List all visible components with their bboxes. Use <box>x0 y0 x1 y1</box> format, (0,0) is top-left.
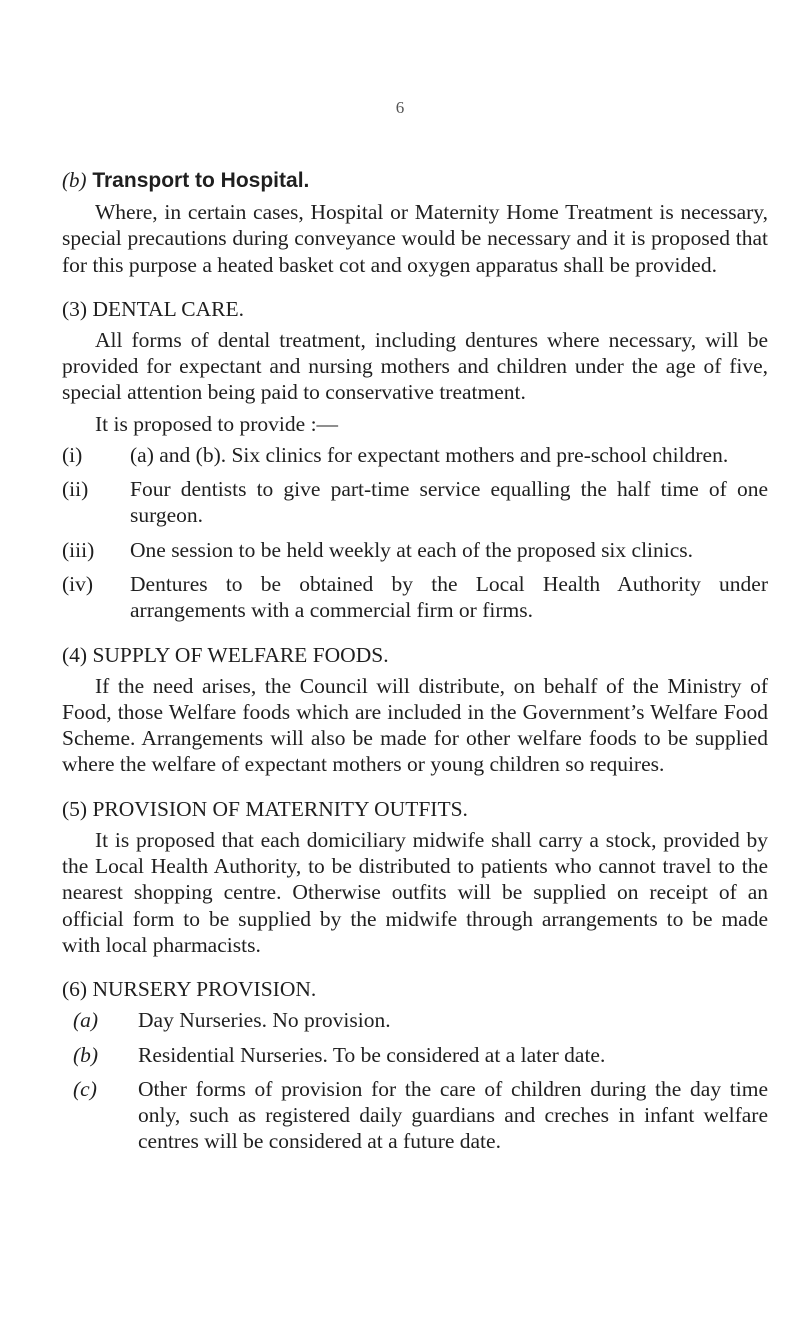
list-item-text: Other forms of provision for the care of children during the day time only, such as registered daily guardians and creches in infant welfare centres will be considered at a future date. <box>138 1076 768 1154</box>
list-item-label: (iii) <box>62 537 95 562</box>
list-item-label: (i) <box>62 442 83 467</box>
transport-subheading <box>62 164 768 197</box>
list-item-text: Dentures to be obtained by the Local Health Authority under arrangements with a commercial firm or firms. <box>130 571 768 623</box>
list-item-label: (ii) <box>62 477 89 502</box>
maternity-heading: (5) PROVISION OF MATERNITY OUTFITS. <box>62 796 468 821</box>
list-item-text: Residential Nurseries. To be considered at a later date. <box>138 1042 606 1067</box>
transport-label: (b) <box>62 168 87 192</box>
dental-paragraph: All forms of dental treatment, including dentures where necessary, will be provided for expectant and nursing mothers and children under the age of five, special attention being paid to conservative treatment. <box>62 327 768 405</box>
welfare-paragraph: If the need arises, the Council will distribute, on behalf of the Ministry of Food, those Welfare foods which are included in the Government’s Welfare Food Scheme. Arrangements will also be made for other welfare foods to be supplied where the welfare of expectant mothers or young children so requires. <box>62 673 768 777</box>
page-number: 6 <box>395 98 405 117</box>
list-item <box>62 537 768 563</box>
list-item <box>62 1007 768 1033</box>
list-item-label: (iv) <box>62 571 94 596</box>
dental-heading: (3) DENTAL CARE. <box>62 296 244 321</box>
list-item-text: One session to be held weekly at each of the proposed six clinics. <box>130 537 694 562</box>
transport-title: Transport to Hospital. <box>92 169 310 192</box>
list-item <box>62 1042 768 1068</box>
list-item <box>62 571 768 624</box>
list-item-label: (c) <box>73 1076 97 1101</box>
nursery-heading: (6) NURSERY PROVISION. <box>62 977 317 1002</box>
list-item-label: (a) <box>73 1008 99 1033</box>
welfare-heading: (4) SUPPLY OF WELFARE FOODS. <box>62 642 389 667</box>
list-item-label: (b) <box>73 1042 99 1067</box>
list-item-text: Day Nurseries. No provision. <box>138 1008 391 1033</box>
list-item <box>62 476 768 529</box>
list-item <box>62 1076 768 1155</box>
list-item-text: Four dentists to give part-time service equalling the half time of one surgeon. <box>130 477 768 528</box>
maternity-paragraph: It is proposed that each domiciliary midwife shall carry a stock, provided by the Local Health Authority, to be distributed to patients who cannot travel to the nearest shopping centre. Otherwise outfits will be supplied on receipt of an official form to be supplied by the midwife through arrangements to be made with local pharmacists. <box>62 827 768 957</box>
list-item <box>62 442 768 468</box>
dental-intro: It is proposed to provide :— <box>95 411 339 436</box>
transport-paragraph: Where, in certain cases, Hospital or Maternity Home Treatment is necessary, special precautions during conveyance would be necessary and it is proposed that for this purpose a heated basket cot and oxygen apparatus shall be provided. <box>62 200 768 277</box>
list-item-text: (a) and (b). Six clinics for expectant mothers and pre-school children. <box>130 442 729 467</box>
page-content <box>62 164 768 1155</box>
